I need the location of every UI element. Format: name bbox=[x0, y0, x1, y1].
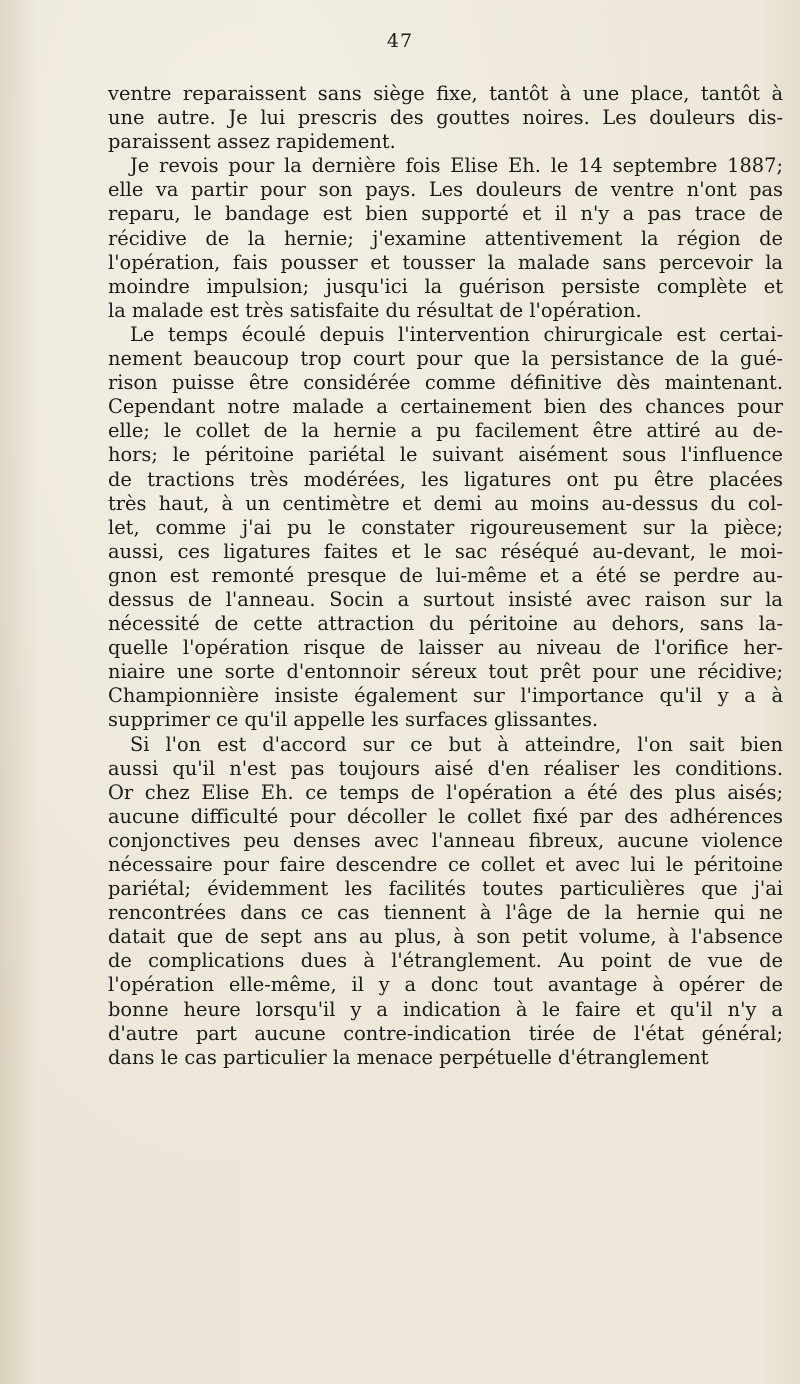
text-line: Cependant notre malade a certainement bien des chances pour bbox=[108, 395, 783, 419]
text-line: une autre. Je lui prescris des gouttes noires. Les douleurs dis- bbox=[108, 106, 783, 130]
text-line: la malade est très satisfaite du résultat de l'opération. bbox=[108, 298, 642, 322]
paragraph bbox=[108, 154, 783, 323]
paragraph bbox=[108, 323, 783, 733]
text-line: moindre impulsion; jusqu'ici la guérison persiste complète et bbox=[108, 274, 783, 298]
text-line: dans le cas particulier la menace perpétuelle d'étranglement bbox=[108, 1045, 709, 1069]
text-line: hors; le péritoine pariétal le suivant aisément sous l'influence bbox=[108, 443, 783, 467]
text-line: pariétal; évidemment les facilités toutes particulières que j'ai bbox=[108, 877, 783, 901]
text-line: nement beaucoup trop court pour que la persistance de la gué- bbox=[108, 347, 783, 371]
text-line: l'opération elle-même, il y a donc tout avantage à opérer de bbox=[108, 973, 783, 997]
text-line: bonne heure lorsqu'il y a indication à le faire et qu'il n'y a bbox=[108, 997, 783, 1021]
body-text bbox=[108, 82, 783, 1070]
text-line: gnon est remonté presque de lui-même et a été se perdre au- bbox=[108, 563, 783, 587]
text-line: aussi qu'il n'est pas toujours aisé d'en réaliser les conditions. bbox=[108, 756, 783, 780]
text-line: supprimer ce qu'il appelle les surfaces glissantes. bbox=[108, 708, 599, 732]
text-line: rison puisse être considérée comme définitive dès maintenant. bbox=[108, 371, 783, 395]
text-line: datait que de sept ans au plus, à son petit volume, à l'absence bbox=[108, 925, 783, 949]
text-line: Je revois pour la dernière fois Elise Eh. le 14 septembre 1887; bbox=[130, 154, 783, 178]
text-line: reparu, le bandage est bien supporté et il n'y a pas trace de bbox=[108, 202, 783, 226]
page-number: 47 bbox=[386, 30, 414, 52]
text-line: de complications dues à l'étranglement. Au point de vue de bbox=[108, 949, 783, 973]
text-line: de tractions très modérées, les ligatures ont pu être placées bbox=[108, 467, 783, 491]
text-line: Or chez Elise Eh. ce temps de l'opération a été des plus aisés; bbox=[108, 780, 783, 804]
text-line: elle va partir pour son pays. Les douleurs de ventre n'ont pas bbox=[108, 178, 783, 202]
text-line: elle; le collet de la hernie a pu facilement être attiré au de- bbox=[108, 419, 783, 443]
text-line: récidive de la hernie; j'examine attentivement la région de bbox=[108, 226, 783, 250]
text-line: d'autre part aucune contre-indication tirée de l'état général; bbox=[108, 1021, 783, 1045]
text-line: quelle l'opération risque de laisser au niveau de l'orifice her- bbox=[108, 636, 783, 660]
text-line: nécessité de cette attraction du péritoine au dehors, sans la- bbox=[108, 612, 783, 636]
text-line: aucune difficulté pour décoller le collet fixé par des adhérences bbox=[108, 804, 783, 828]
text-line: aussi, ces ligatures faites et le sac réséqué au-devant, le moi- bbox=[108, 539, 783, 563]
text-line: conjonctives peu denses avec l'anneau fibreux, aucune violence bbox=[108, 828, 783, 852]
text-line: paraissent assez rapidement. bbox=[108, 130, 396, 154]
text-line: niaire une sorte d'entonnoir séreux tout prêt pour une récidive; bbox=[108, 660, 783, 684]
text-line: Si l'on est d'accord sur ce but à atteindre, l'on sait bien bbox=[130, 732, 783, 756]
text-line: Le temps écoulé depuis l'intervention chirurgicale est certai- bbox=[130, 322, 783, 346]
text-line: l'opération, fais pousser et tousser la malade sans percevoir la bbox=[108, 250, 783, 274]
text-line: nécessaire pour faire descendre ce collet et avec lui le péritoine bbox=[108, 853, 783, 876]
text-line: let, comme j'ai pu le constater rigoureusement sur la pièce; bbox=[108, 515, 783, 539]
text-line: rencontrées dans ce cas tiennent à l'âge de la hernie qui ne bbox=[108, 901, 783, 925]
text-line: Championnière insiste également sur l'importance qu'il y a à bbox=[108, 684, 783, 708]
text-line: dessus de l'anneau. Socin a surtout insisté avec raison sur la bbox=[108, 587, 783, 611]
text-line: très haut, à un centimètre et demi au moins au-dessus du col- bbox=[108, 491, 783, 515]
paragraph bbox=[108, 82, 783, 154]
text-line: ventre reparaissent sans siège fixe, tantôt à une place, tantôt à bbox=[108, 82, 783, 105]
paragraph bbox=[108, 733, 783, 1070]
